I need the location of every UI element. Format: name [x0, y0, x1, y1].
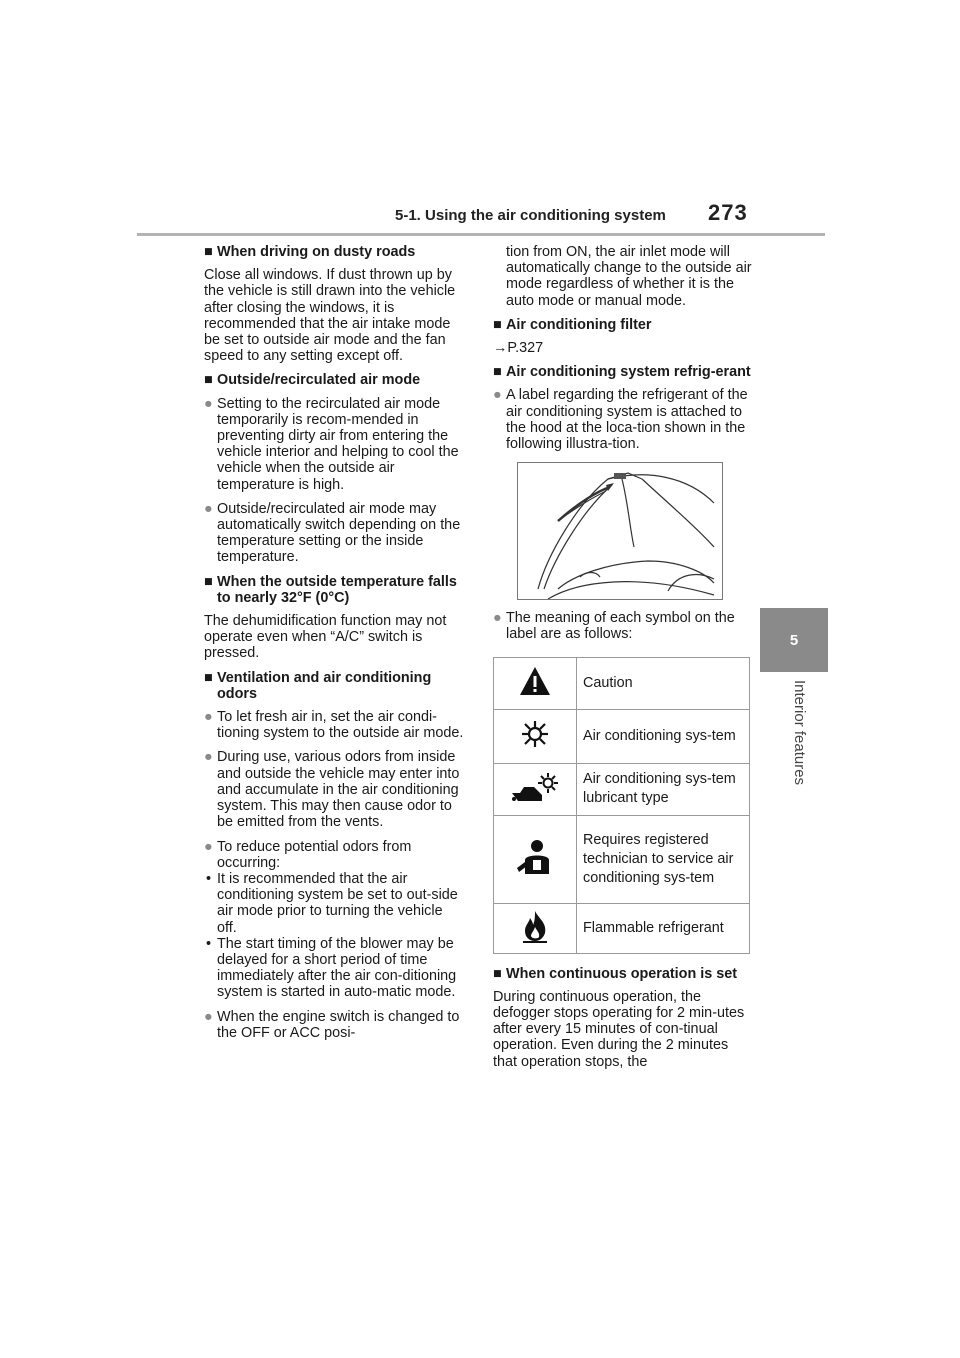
heading-recirculated: ■ Outside/recirculated air mode [204, 372, 421, 389]
bullet-item: ● During use, various odors from inside and outside the vehicle may enter into and accumulate in the air conditioning system. This may then cause odor to be emitted from the vents. [204, 749, 460, 831]
bullet-item: ● A label regarding the refrigerant of the air conditioning system is attached to the hood at the loca-tion shown in the following illustra-tion. [493, 387, 748, 453]
heading-ac-filter: ■ Air conditioning filter [493, 316, 652, 333]
page-reference-link[interactable]: →P.327 [493, 340, 544, 357]
icon-cell [494, 657, 577, 709]
symbol-label: Caution [577, 657, 750, 709]
paragraph-cold-temperature: The dehumidification function may not operate even when “A/C” switch is pressed. [204, 613, 447, 662]
ac-system-icon [520, 719, 550, 749]
square-marker: ■ [493, 965, 502, 982]
sub-list-item: • It is recommended that the air conditioning system be set to out-side air mode prior to turning the vehicle off. [206, 870, 458, 936]
chapter-tab[interactable]: 5 [760, 608, 828, 672]
bullet-item: ● When the engine switch is changed to the OFF or ACC posi- [204, 1008, 460, 1041]
symbol-label: Requires registered technician to service air conditioning sys-tem [577, 815, 750, 903]
square-marker: ■ [493, 364, 502, 381]
sub-list-item: • The start timing of the blower may be delayed for a short period of time immediately after the air con-ditioning system is started in auto-matic mode. [206, 935, 457, 1001]
symbol-table [493, 657, 750, 954]
icon-cell [494, 815, 577, 903]
table-row [494, 709, 750, 763]
bullet-item: ● The meaning of each symbol on the label are as follows: [493, 610, 735, 643]
heading-refrigerant: ■ Air conditioning system refrig-erant [493, 364, 751, 381]
arrow-icon: → [493, 340, 508, 357]
bullet-dot: ● [204, 1008, 213, 1025]
paragraph-continuous-operation: During continuous operation, the defogger stops operating for 2 min-utes after every 15 minutes of con-tinual operation. Even during the 2 minutes that operation stops, the [493, 988, 745, 1070]
paragraph-continued: tion from ON, the air inlet mode will automatically change to the outside air mode regardless of whether it is the auto mode or manual mode. [506, 244, 752, 309]
bullet-item: ● To let fresh air in, set the air condi-tioning system to the outside air mode. [204, 709, 464, 742]
square-marker: ■ [204, 244, 213, 260]
symbol-label: Air conditioning sys-tem lubricant type [577, 763, 750, 815]
caution-icon [518, 665, 552, 697]
symbol-label: Air conditioning sys-tem [577, 709, 750, 763]
heading-continuous-operation: ■ When continuous operation is set [493, 965, 738, 982]
page-number: 273 [708, 200, 748, 225]
bullet-dot: ● [493, 610, 502, 627]
bullet-dot: ● [204, 709, 213, 726]
table-row [494, 815, 750, 903]
square-marker: ■ [204, 372, 213, 389]
hood-label-illustration [517, 462, 723, 600]
table-row [494, 903, 750, 953]
square-marker: ■ [204, 573, 213, 590]
bullet-dot: ● [204, 395, 213, 412]
icon-cell [494, 903, 577, 953]
sub-marker: • [206, 870, 212, 887]
icon-cell [494, 709, 577, 763]
bullet-item: ● Setting to the recirculated air mode temporarily is recom-mended in preventing dirty air from entering the vehicle interior and helping to cool the vehicle when the outside air temperature is high. [204, 395, 459, 493]
bullet-dot: ● [204, 500, 213, 517]
page-header-title: 5-1. Using the air conditioning system [395, 207, 666, 224]
lubricant-icon [510, 771, 560, 803]
flammable-icon [521, 909, 549, 943]
table-row [494, 657, 750, 709]
icon-cell [494, 763, 577, 815]
paragraph-dusty-roads: Close all windows. If dust thrown up by the vehicle is still drawn into the vehicle after closing the windows, it is recommended that the air intake mode be set to outside air mode and the fan speed to any setting except off. [204, 267, 456, 365]
square-marker: ■ [493, 316, 502, 333]
chapter-label: Interior features [791, 680, 808, 786]
heading-cold-temperature: ■ When the outside temperature falls to nearly 32°F (0°C) [204, 573, 457, 606]
heading-ventilation-odors: ■ Ventilation and air conditioning odors [204, 669, 432, 702]
bullet-item: ● To reduce potential odors from occurring: [204, 838, 412, 871]
symbol-label: Flammable refrigerant [577, 903, 750, 953]
bullet-dot: ● [493, 387, 502, 404]
right-column [493, 244, 753, 1078]
table-row [494, 763, 750, 815]
bullet-item: ● Outside/recirculated air mode may automatically switch depending on the temperature setting or the inside temperature. [204, 500, 461, 566]
left-column [204, 244, 464, 1049]
heading-dusty-roads: ■ When driving on dusty roads [204, 244, 416, 260]
bullet-dot: ● [204, 838, 213, 855]
car-hood-icon [518, 463, 722, 599]
header-divider [137, 233, 825, 236]
sub-marker: • [206, 935, 212, 952]
bullet-dot: ● [204, 749, 213, 766]
square-marker: ■ [204, 669, 213, 686]
technician-icon [515, 838, 555, 876]
